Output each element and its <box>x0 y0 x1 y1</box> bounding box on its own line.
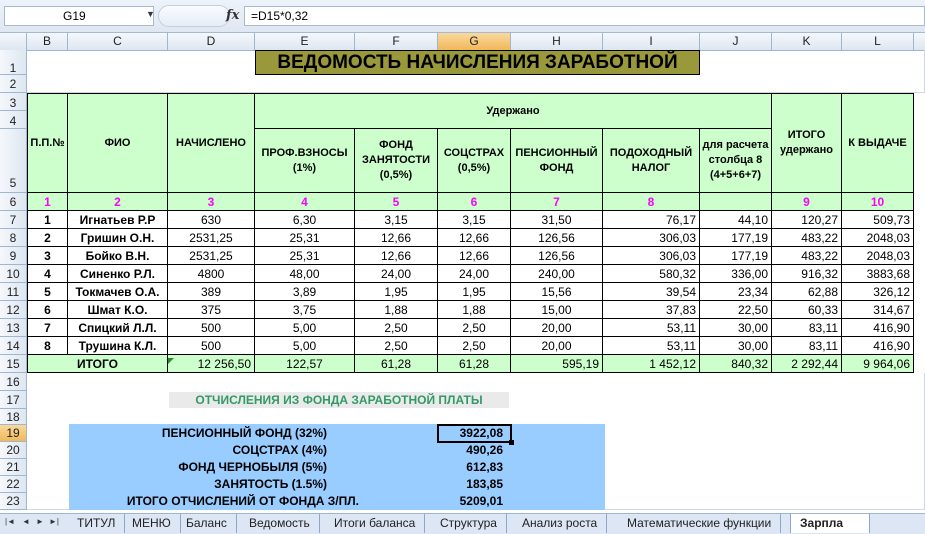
row-header[interactable]: 4 <box>0 111 27 129</box>
header-k-vydache: К ВЫДАЧЕ <box>842 93 914 193</box>
header-fond: ФОНД ЗАНЯТОСТИ (0,5%) <box>355 129 438 193</box>
table-cell[interactable]: 22,50 <box>700 301 772 319</box>
column-header-f[interactable]: F <box>355 33 438 50</box>
table-cell[interactable]: 30,00 <box>700 319 772 337</box>
header-dlya: для расчета столбца 8 (4+5+6+7) <box>700 129 772 193</box>
table-cell[interactable]: 20,00 <box>511 337 603 355</box>
error-indicator-icon[interactable] <box>168 358 174 364</box>
table-cell[interactable]: 177,19 <box>700 229 772 247</box>
row-header[interactable]: 8 <box>0 229 27 247</box>
table-cell[interactable]: 15,00 <box>511 301 603 319</box>
tab-struktura[interactable]: Структура <box>431 514 507 533</box>
table-cell[interactable]: 37,83 <box>603 301 700 319</box>
row-header[interactable]: 21 <box>0 459 27 476</box>
table-cell[interactable]: 326,12 <box>842 283 914 301</box>
row-header[interactable]: 7 <box>0 211 27 229</box>
table-cell[interactable]: 416,90 <box>842 337 914 355</box>
row-header[interactable]: 16 <box>0 373 27 391</box>
name-box[interactable]: G19 <box>4 6 154 26</box>
column-header-i[interactable]: I <box>603 33 700 50</box>
column-header-b[interactable]: B <box>27 33 68 50</box>
table-cell[interactable]: 44,10 <box>700 211 772 229</box>
tab-zarpla-active[interactable]: Зарпла <box>790 514 870 533</box>
row-header[interactable]: 14 <box>0 337 27 355</box>
table-cell[interactable]: 580,32 <box>603 265 700 283</box>
employee-number-cell[interactable]: 3 <box>27 247 68 265</box>
row-header[interactable]: 15 <box>0 355 27 373</box>
table-cell[interactable]: 83,11 <box>772 337 842 355</box>
table-cell[interactable]: 20,00 <box>511 319 603 337</box>
col-number: 10 <box>842 193 914 211</box>
column-header-e[interactable]: E <box>255 33 355 50</box>
table-cell[interactable]: 24,00 <box>438 265 511 283</box>
active-cell-g19[interactable] <box>437 424 512 443</box>
table-cell[interactable]: 2,50 <box>438 319 511 337</box>
deduction-value[interactable]: 612,83 <box>466 460 503 474</box>
row-header[interactable]: 9 <box>0 247 27 265</box>
row-header[interactable]: 20 <box>0 442 27 459</box>
deduction-value[interactable]: 5209,01 <box>459 494 503 508</box>
table-cell[interactable]: 509,73 <box>842 211 914 229</box>
col-number: 2 <box>68 193 168 211</box>
table-cell[interactable]: 60,33 <box>772 301 842 319</box>
totals-cell[interactable]: 2 292,44 <box>772 355 842 373</box>
table-cell[interactable]: 15,56 <box>511 283 603 301</box>
table-cell[interactable]: 5,00 <box>255 337 355 355</box>
tab-analiz-rosta[interactable]: Анализ роста <box>513 514 607 533</box>
formula-bar <box>0 0 925 33</box>
table-cell[interactable]: 30,00 <box>700 337 772 355</box>
row-header[interactable]: 12 <box>0 301 27 319</box>
column-header-j[interactable]: J <box>700 33 772 50</box>
row-header[interactable]: 2 <box>0 75 27 93</box>
table-cell[interactable]: 48,00 <box>255 265 355 283</box>
employee-name-cell[interactable]: Спицкий Л.Л. <box>68 319 168 337</box>
table-cell[interactable]: 25,31 <box>255 229 355 247</box>
deduction-label: ЗАНЯТОСТЬ (1.5%) <box>214 477 327 491</box>
table-cell[interactable]: 483,22 <box>772 247 842 265</box>
next-sheet-icon[interactable]: ► <box>36 517 44 526</box>
col-number: 4 <box>255 193 355 211</box>
table-cell[interactable]: 1,88 <box>355 301 438 319</box>
table-cell[interactable]: 1,95 <box>438 283 511 301</box>
table-cell[interactable]: 53,11 <box>603 337 700 355</box>
column-header-h[interactable]: H <box>511 33 603 50</box>
col-number: 6 <box>438 193 511 211</box>
table-cell[interactable]: 306,03 <box>603 247 700 265</box>
table-cell[interactable]: 483,22 <box>772 229 842 247</box>
col-number <box>700 193 772 211</box>
deduction-label: СОЦСТРАХ (4%) <box>232 443 327 457</box>
table-cell[interactable]: 416,90 <box>842 319 914 337</box>
totals-cell[interactable]: 12 256,50 <box>168 355 255 373</box>
table-cell[interactable]: 12,66 <box>355 229 438 247</box>
table-cell[interactable]: 23,34 <box>700 283 772 301</box>
deduction-label: ПЕНСИОННЫЙ ФОНД (32%) <box>161 426 327 440</box>
row-header[interactable]: 10 <box>0 265 27 283</box>
totals-cell[interactable]: 61,28 <box>438 355 511 373</box>
table-cell[interactable]: 314,67 <box>842 301 914 319</box>
table-cell[interactable]: 500 <box>168 337 255 355</box>
chevron-down-icon[interactable]: ▼ <box>146 9 155 19</box>
table-cell[interactable]: 24,00 <box>355 265 438 283</box>
table-cell[interactable]: 53,11 <box>603 319 700 337</box>
totals-cell[interactable]: 595,19 <box>511 355 603 373</box>
col-number: 7 <box>511 193 603 211</box>
row-header[interactable]: 3 <box>0 93 27 111</box>
table-cell[interactable]: 2,50 <box>438 337 511 355</box>
row-header[interactable]: 19 <box>0 425 27 442</box>
header-prof: ПРОФ.ВЗНОСЫ (1%) <box>255 129 355 193</box>
sheet-tabs-bar <box>0 513 925 534</box>
row-header[interactable]: 13 <box>0 319 27 337</box>
employee-number-cell[interactable]: 8 <box>27 337 68 355</box>
employee-number-cell[interactable]: 5 <box>27 283 68 301</box>
deduction-label: ИТОГО ОТЧИСЛЕНИЙ ОТ ФОНДА З/ПЛ. <box>126 494 359 508</box>
totals-label: ИТОГО <box>27 355 168 373</box>
employee-number-cell[interactable]: 2 <box>27 229 68 247</box>
table-cell[interactable]: 2,50 <box>355 337 438 355</box>
header-socstrah: СОЦСТРАХ (0,5%) <box>438 129 511 193</box>
formula-input[interactable]: =D15*0,32 <box>244 6 925 26</box>
totals-cell[interactable]: 840,32 <box>700 355 772 373</box>
col-number: 5 <box>355 193 438 211</box>
table-cell[interactable]: 2531,25 <box>168 247 255 265</box>
employee-name-cell[interactable]: Бойко В.Н. <box>68 247 168 265</box>
column-header <box>0 33 925 51</box>
totals-cell[interactable]: 1 452,12 <box>603 355 700 373</box>
row-header[interactable]: 23 <box>0 493 27 510</box>
col-number: 9 <box>772 193 842 211</box>
table-cell[interactable]: 3,15 <box>438 211 511 229</box>
row-header[interactable]: 11 <box>0 283 27 301</box>
table-cell[interactable]: 12,66 <box>438 247 511 265</box>
table-cell[interactable]: 76,17 <box>603 211 700 229</box>
table-cell[interactable]: 83,11 <box>772 319 842 337</box>
table-cell[interactable]: 126,56 <box>511 247 603 265</box>
deduction-label: ФОНД ЧЕРНОБЫЛЯ (5%) <box>178 460 327 474</box>
row-header[interactable]: 6 <box>0 193 27 211</box>
table-cell[interactable]: 31,50 <box>511 211 603 229</box>
fill-handle[interactable] <box>509 440 514 445</box>
header-pp: П.П.№ <box>27 93 68 193</box>
sheet-title: ВЕДОМОСТЬ НАЧИСЛЕНИЯ ЗАРАБОТНОЙ <box>255 50 700 75</box>
prev-sheet-icon[interactable]: ◄ <box>22 517 30 526</box>
formula-bar-buttons <box>158 5 230 27</box>
table-cell[interactable]: 916,32 <box>772 265 842 283</box>
table-cell[interactable]: 3883,68 <box>842 265 914 283</box>
table-cell[interactable]: 3,15 <box>355 211 438 229</box>
employee-name-cell[interactable]: Синенко Р.Л. <box>68 265 168 283</box>
deduction-value[interactable]: 490,26 <box>466 443 503 457</box>
header-nalog: ПОДОХОДНЫЙ НАЛОГ <box>603 129 700 193</box>
first-sheet-icon[interactable]: |◄ <box>5 517 15 526</box>
table-cell[interactable]: 6,30 <box>255 211 355 229</box>
table-cell[interactable]: 2531,25 <box>168 229 255 247</box>
table-cell[interactable]: 336,00 <box>700 265 772 283</box>
table-cell[interactable]: 306,03 <box>603 229 700 247</box>
select-all-corner[interactable] <box>0 33 27 50</box>
deductions-block <box>69 424 605 510</box>
table-cell[interactable]: 177,19 <box>700 247 772 265</box>
employee-name-cell[interactable]: Токмачев О.А. <box>68 283 168 301</box>
table-cell[interactable]: 630 <box>168 211 255 229</box>
tab-matem-funkcii[interactable]: Математические функции <box>618 514 781 533</box>
totals-cell[interactable]: 61,28 <box>355 355 438 373</box>
column-header-d[interactable]: D <box>168 33 255 50</box>
row-header[interactable]: 5 <box>0 129 27 193</box>
row-header[interactable]: 18 <box>0 409 27 425</box>
function-icon[interactable]: fx <box>226 8 240 23</box>
header-pension: ПЕНСИОННЫЙ ФОНД <box>511 129 603 193</box>
row-header[interactable]: 22 <box>0 476 27 493</box>
totals-cell[interactable]: 122,57 <box>255 355 355 373</box>
employee-name-cell[interactable]: Гришин О.Н. <box>68 229 168 247</box>
col-number: 1 <box>27 193 68 211</box>
header-fio: ФИО <box>68 93 168 193</box>
column-header-k[interactable]: K <box>772 33 842 50</box>
tab-itogi-balansa[interactable]: Итоги баланса <box>325 514 425 533</box>
table-cell[interactable]: 62,88 <box>772 283 842 301</box>
table-cell[interactable]: 2,50 <box>355 319 438 337</box>
deduction-value[interactable]: 3922,08 <box>459 426 503 440</box>
table-cell[interactable]: 3,75 <box>255 301 355 319</box>
table-cell[interactable]: 3,89 <box>255 283 355 301</box>
employee-name-cell[interactable]: Шмат К.О. <box>68 301 168 319</box>
table-cell[interactable]: 126,56 <box>511 229 603 247</box>
tab-menu[interactable]: МЕНЮ <box>123 514 181 533</box>
tab-titul[interactable]: ТИТУЛ <box>68 514 125 533</box>
column-header-c[interactable]: C <box>68 33 168 50</box>
tab-balans[interactable]: Баланс <box>177 514 237 533</box>
table-cell[interactable]: 120,27 <box>772 211 842 229</box>
table-cell[interactable]: 25,31 <box>255 247 355 265</box>
table-cell[interactable]: 500 <box>168 319 255 337</box>
row-header[interactable]: 1 <box>0 50 27 75</box>
col-number: 3 <box>168 193 255 211</box>
deduction-value[interactable]: 183,85 <box>466 477 503 491</box>
table-cell[interactable]: 4800 <box>168 265 255 283</box>
table-cell[interactable]: 240,00 <box>511 265 603 283</box>
table-cell[interactable]: 2048,03 <box>842 229 914 247</box>
col-number: 8 <box>603 193 700 211</box>
table-cell[interactable]: 1,95 <box>355 283 438 301</box>
table-cell[interactable]: 5,00 <box>255 319 355 337</box>
header-uderzhano: Удержано <box>255 93 772 129</box>
table-cell[interactable]: 1,88 <box>438 301 511 319</box>
deductions-title: ОТЧИСЛЕНИЯ ИЗ ФОНДА ЗАРАБОТНОЙ ПЛАТЫ <box>169 392 509 408</box>
header-nachisleno: НАЧИСЛЕНО <box>168 93 255 193</box>
employee-number-cell[interactable]: 7 <box>27 319 68 337</box>
employee-name-cell[interactable]: Игнатьев Р.Р <box>68 211 168 229</box>
employee-number-cell[interactable]: 4 <box>27 265 68 283</box>
totals-cell[interactable]: 9 964,06 <box>842 355 914 373</box>
column-header-l[interactable]: L <box>842 33 914 50</box>
table-cell[interactable]: 39,54 <box>603 283 700 301</box>
employee-number-cell[interactable]: 6 <box>27 301 68 319</box>
table-cell[interactable]: 389 <box>168 283 255 301</box>
employee-number-cell[interactable]: 1 <box>27 211 68 229</box>
table-cell[interactable]: 2048,03 <box>842 247 914 265</box>
table-cell[interactable]: 375 <box>168 301 255 319</box>
row-header[interactable]: 17 <box>0 391 27 409</box>
tab-vedomost[interactable]: Ведомость <box>240 514 320 533</box>
table-cell[interactable]: 12,66 <box>355 247 438 265</box>
table-cell[interactable]: 12,66 <box>438 229 511 247</box>
column-header-g[interactable]: G <box>438 33 511 50</box>
header-itogo-uder: ИТОГО удержано <box>772 93 842 193</box>
last-sheet-icon[interactable]: ►| <box>49 517 59 526</box>
employee-name-cell[interactable]: Трушина К.Л. <box>68 337 168 355</box>
